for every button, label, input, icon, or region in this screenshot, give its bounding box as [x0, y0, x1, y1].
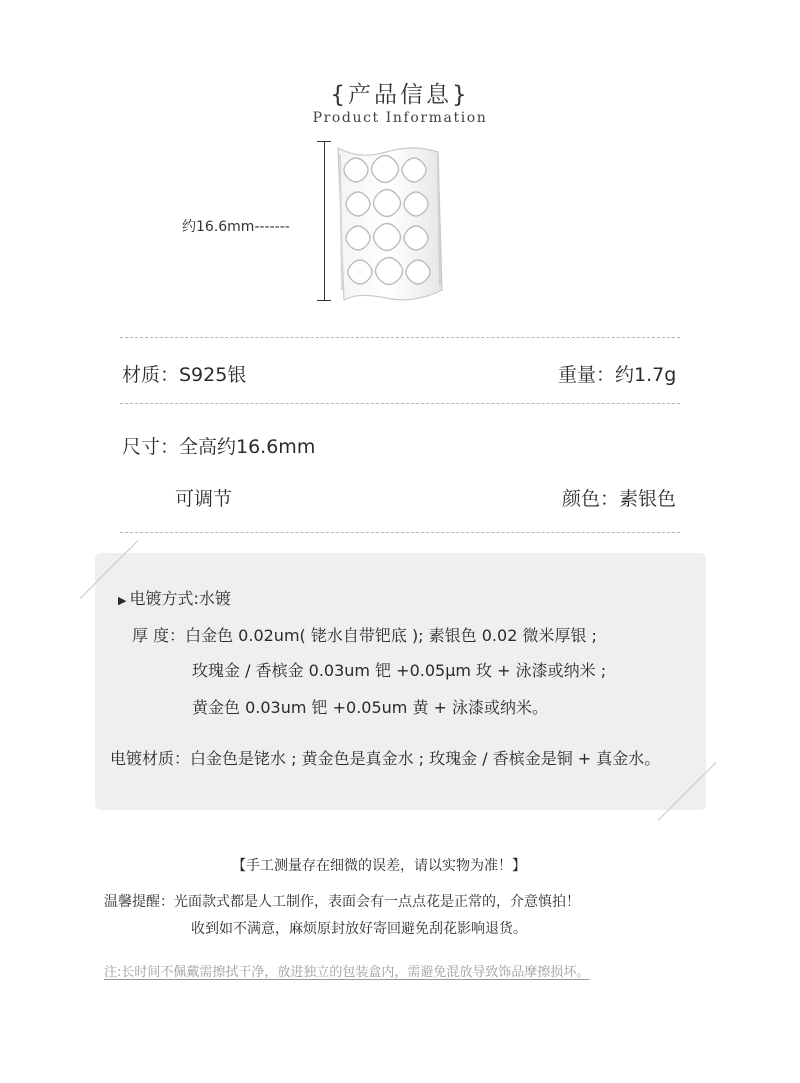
page-title: {产品信息}	[330, 82, 470, 108]
care-footnote: 注:长时间不佩戴需擦拭干净，放进独立的包装盒内，需避免混放导致饰品摩擦损坏。	[104, 965, 590, 980]
spec-material: 材质：S925银	[122, 364, 247, 386]
plating-method-text: 电镀方式:水镀	[129, 589, 231, 608]
spec-size: 尺寸：全高约16.6mm	[122, 436, 316, 458]
spec-adjustable: 可调节	[175, 488, 233, 510]
plating-thickness-line-3: 黄金色 0.03um 钯 +0.05um 黄 + 泳漆或纳米。	[192, 698, 549, 717]
dimension-tick-bottom	[317, 300, 331, 301]
spec-color: 颜色：素银色	[562, 488, 677, 510]
divider	[120, 403, 680, 404]
reminder-line-1: 温馨提醒：光面款式都是人工制作，表面会有一点点花是正常的，介意慎拍！	[104, 894, 580, 910]
divider	[120, 337, 680, 338]
ring-product-image	[330, 140, 450, 305]
divider	[120, 532, 680, 533]
plating-material: 电镀材质：白金色是铑水 ; 黄金色是真金水 ; 玫瑰金 / 香槟金是铜 + 真金水。	[110, 749, 661, 768]
plating-thickness-line-2: 玫瑰金 / 香槟金 0.03um 钯 +0.05μm 玫 + 泳漆或纳米 ;	[192, 661, 607, 680]
page-subtitle: Product Information	[312, 110, 488, 126]
plating-method	[118, 586, 231, 609]
dimension-label: 约16.6mm-------	[182, 219, 290, 235]
triangle-bullet-icon: ▶	[118, 594, 127, 607]
dimension-tick-top	[317, 141, 331, 142]
manual-measure-note: 【手工测量存在细微的误差，请以实物为准！】	[232, 858, 526, 874]
reminder-line-2: 收到如不满意，麻烦原封放好寄回避免刮花影响退货。	[191, 921, 527, 937]
dimension-line	[324, 141, 325, 300]
spec-weight: 重量：约1.7g	[558, 364, 677, 386]
plating-thickness-line-1: 厚 度：白金色 0.02um( 铑水自带钯底 ); 素银色 0.02 微米厚银 ;	[132, 626, 597, 645]
